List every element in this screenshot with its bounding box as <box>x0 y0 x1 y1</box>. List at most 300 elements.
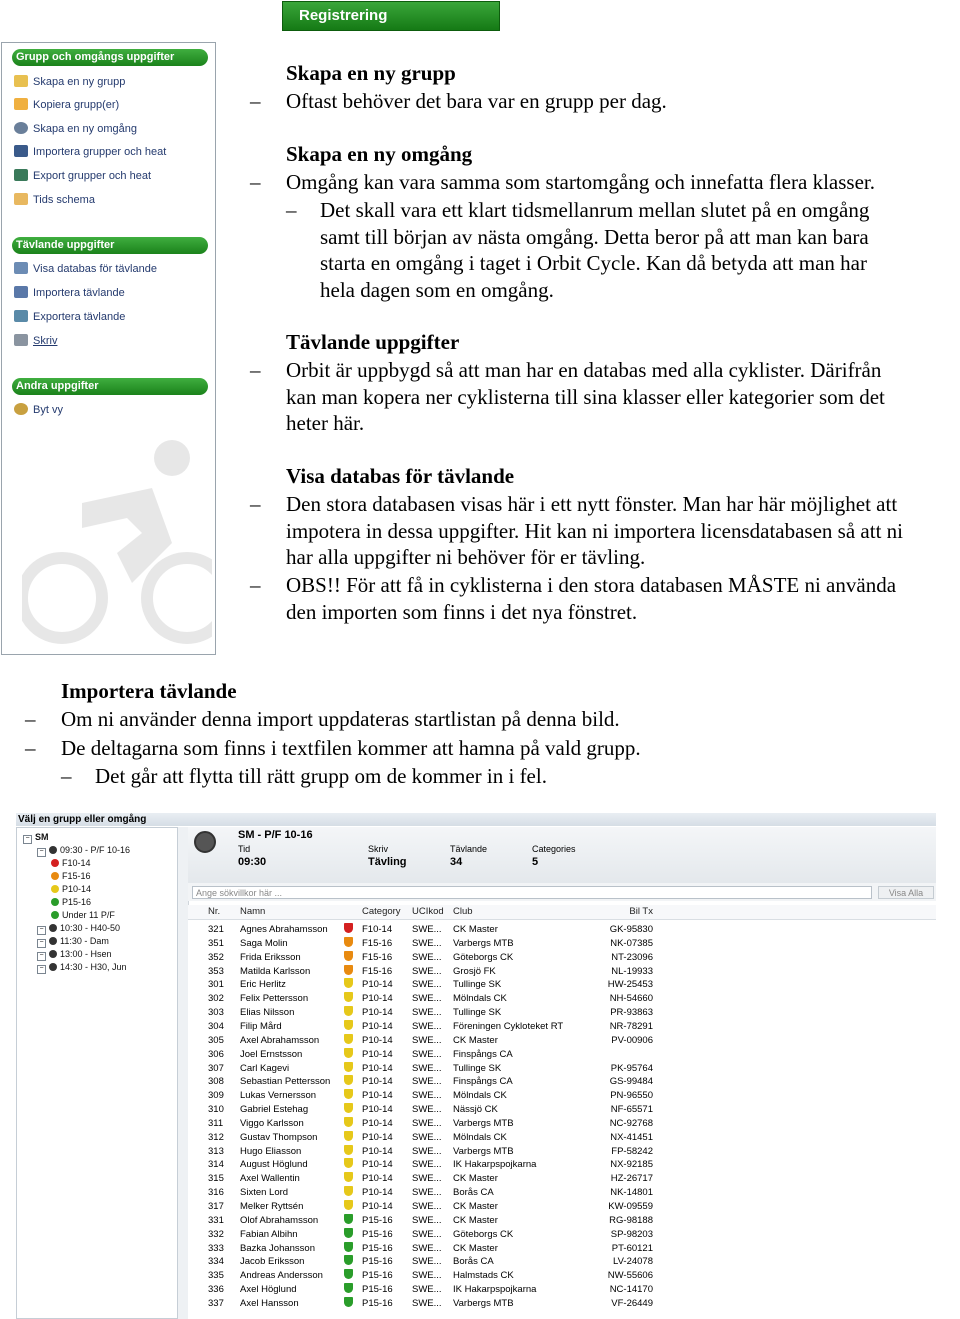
cell-uci: SWE... <box>412 1297 442 1309</box>
cell-cat: F15-16 <box>362 965 393 977</box>
cell-bil: NX-41451 <box>610 1131 653 1143</box>
tree-node[interactable] <box>37 844 130 857</box>
tree-node[interactable] <box>51 870 91 883</box>
category-shield-icon <box>344 937 356 951</box>
cell-cat: P10-14 <box>362 1159 393 1171</box>
app-screenshot <box>16 813 936 1319</box>
text-line: impotera in dessa uppgifter. Hit kan ni importera licensdatabasen så att ni <box>286 519 903 543</box>
cell-bil: NX-92185 <box>610 1159 653 1171</box>
table-row[interactable] <box>188 1131 936 1145</box>
task-skriv[interactable]: Skriv <box>14 333 57 349</box>
table-row[interactable] <box>188 1020 936 1034</box>
cell-nr: 351 <box>208 937 224 949</box>
category-shield-icon <box>344 1020 356 1034</box>
cell-name: Agnes Abrahamsson <box>240 924 328 935</box>
cell-nr: 309 <box>208 1090 224 1102</box>
cell-uci: SWE... <box>412 1076 442 1088</box>
heading-skapa-omgang: Skapa en ny omgång <box>286 142 473 166</box>
text-line: heter här. <box>286 411 365 435</box>
collapse-toggle-icon[interactable]: − <box>37 965 46 974</box>
cell-cat: P15-16 <box>362 1256 393 1268</box>
table-row[interactable] <box>188 1075 936 1089</box>
tree-node[interactable] <box>37 922 120 935</box>
category-shield-icon <box>344 965 356 979</box>
cell-club: Göteborgs CK <box>453 1228 514 1240</box>
group-icon <box>14 75 28 87</box>
shield-shape <box>344 1186 353 1196</box>
collapse-toggle-icon[interactable]: − <box>23 835 32 844</box>
skriv-value[interactable]: Tävling <box>368 856 407 868</box>
cell-bil: SP-98203 <box>610 1228 653 1240</box>
bullet-dash: – <box>61 764 72 788</box>
collapse-toggle-icon[interactable]: − <box>37 939 46 948</box>
cell-name: Gustav Thompson <box>240 1131 318 1143</box>
tree-node[interactable] <box>23 831 49 844</box>
tree-node[interactable] <box>51 883 91 896</box>
cell-club: CK Master <box>453 1242 498 1254</box>
col-ucikod[interactable]: UCIkod <box>412 906 444 917</box>
import-icon <box>14 286 28 298</box>
cell-club: Nässjö CK <box>453 1104 498 1116</box>
cell-cat: P10-14 <box>362 1201 393 1212</box>
cell-cat: P10-14 <box>362 1062 393 1074</box>
cell-club: Halmstads CK <box>453 1270 514 1282</box>
schedule-icon <box>14 193 28 205</box>
table-row[interactable] <box>188 923 936 937</box>
table-row[interactable] <box>188 1172 936 1186</box>
categories-value: 5 <box>532 856 539 868</box>
clock-icon <box>49 950 57 958</box>
cell-club: CK Master <box>453 1201 498 1212</box>
shield-shape <box>344 923 353 933</box>
category-shield-icon <box>344 1145 356 1159</box>
cell-uci: SWE... <box>412 1034 442 1046</box>
cell-nr: 313 <box>208 1145 224 1157</box>
categories-label: Categories <box>532 844 576 854</box>
database-icon <box>14 262 28 274</box>
task-kopiera-grupp[interactable]: Kopiera grupp(er) <box>14 97 119 113</box>
col-category[interactable]: Category <box>362 906 401 917</box>
shield-shape <box>344 1048 353 1058</box>
text-line: den importen som finns i det nya fönstret. <box>286 600 638 624</box>
cell-uci: SWE... <box>412 1145 442 1157</box>
cell-nr: 303 <box>208 1007 224 1019</box>
cell-club: Mölndals CK <box>453 1131 507 1143</box>
table-row[interactable] <box>188 937 936 951</box>
shield-shape <box>344 1006 353 1016</box>
tree-node-label: 11:30 - Dam <box>60 936 109 946</box>
cell-club: Varbergs MTB <box>453 937 514 949</box>
text-line: samt till början av nästa omgång. Detta beror på att man kan bara <box>320 225 869 249</box>
bullet-dash: – <box>25 707 36 731</box>
cell-nr: 336 <box>208 1284 224 1296</box>
table-row[interactable] <box>188 1048 936 1062</box>
cell-uci: SWE... <box>412 965 442 977</box>
cell-cat: P10-14 <box>362 1145 393 1157</box>
shield-shape <box>344 1158 353 1168</box>
cell-uci: SWE... <box>412 1256 442 1268</box>
table-row[interactable] <box>188 1269 936 1283</box>
cell-club: CK Master <box>453 1214 498 1226</box>
cell-name: Saga Molin <box>240 937 288 949</box>
shield-shape <box>344 1020 353 1030</box>
shield-shape <box>344 1242 353 1252</box>
cell-uci: SWE... <box>412 1214 442 1226</box>
text-line: Det går att flytta till rätt grupp om de kommer in i fel. <box>95 764 547 788</box>
category-shield-icon <box>344 1034 356 1048</box>
task-export-grupper[interactable]: Export grupper och heat <box>14 168 151 184</box>
cell-cat: P15-16 <box>362 1242 393 1254</box>
table-row[interactable] <box>188 1186 936 1200</box>
category-shield-icon <box>344 1200 356 1214</box>
category-shield-icon <box>344 1103 356 1117</box>
table-row[interactable] <box>188 1158 936 1172</box>
cell-nr: 308 <box>208 1076 224 1088</box>
cell-bil: NC-92768 <box>609 1117 653 1129</box>
table-row[interactable] <box>188 951 936 965</box>
text-line: Om ni använder denna import uppdateras startlistan på denna bild. <box>61 707 620 731</box>
table-row[interactable] <box>188 1242 936 1256</box>
cell-club: Finspångs CA <box>453 1076 513 1088</box>
col-name[interactable]: Namn <box>240 906 266 917</box>
task-skapa-grupp[interactable]: Skapa en ny grupp <box>14 74 125 90</box>
cell-uci: SWE... <box>412 1270 442 1282</box>
cell-club: Borås CA <box>453 1256 494 1268</box>
cell-club: Föreningen Cykloteket RT <box>453 1020 564 1032</box>
category-shield-icon <box>344 1172 356 1186</box>
tree-node-label: P15-16 <box>62 897 92 907</box>
task-skapa-omgang[interactable]: Skapa en ny omgång <box>14 121 137 137</box>
cell-bil: NH-54660 <box>609 993 653 1005</box>
search-input[interactable]: Ange sökvillkor här ... <box>192 886 872 899</box>
shield-shape <box>344 1172 353 1182</box>
cell-cat: P10-14 <box>362 1076 393 1088</box>
cell-nr: 321 <box>208 924 224 935</box>
table-row[interactable] <box>188 1200 936 1214</box>
cell-bil: FP-58242 <box>611 1145 653 1157</box>
text-line: har alla uppgifter ni behöver för er tävling. <box>286 545 646 569</box>
category-shield-icon <box>344 992 356 1006</box>
category-shield-icon <box>51 898 59 906</box>
cell-bil: HZ-26717 <box>610 1173 653 1185</box>
cell-club: Grosjö FK <box>453 965 496 977</box>
tree-node-label: F15-16 <box>62 871 91 881</box>
cell-uci: SWE... <box>412 937 442 949</box>
bullet-dash: – <box>250 89 261 113</box>
shield-shape <box>344 1062 353 1072</box>
tree-node-label: 14:30 - H30, Jun <box>60 962 127 972</box>
cell-name: Jacob Eriksson <box>240 1256 305 1268</box>
table-row[interactable] <box>188 978 936 992</box>
cell-uci: SWE... <box>412 1187 442 1199</box>
grid-header <box>188 905 936 920</box>
shield-shape <box>344 1255 353 1265</box>
cell-uci: SWE... <box>412 1020 442 1032</box>
category-shield-icon <box>344 1242 356 1256</box>
table-row[interactable] <box>188 1117 936 1131</box>
shield-shape <box>344 1283 353 1293</box>
cell-nr: 353 <box>208 965 224 977</box>
task-importera-tavlande[interactable]: Importera tävlande <box>14 285 125 301</box>
cell-club: CK Master <box>453 1173 498 1185</box>
task-byt-vy[interactable]: Byt vy <box>14 402 63 418</box>
cell-uci: SWE... <box>412 993 442 1005</box>
cell-cat: P10-14 <box>362 1007 393 1019</box>
category-shield-icon <box>344 1214 356 1228</box>
cell-nr: 333 <box>208 1242 224 1254</box>
tid-label: Tid <box>238 844 251 854</box>
shield-shape <box>344 1214 353 1224</box>
col-nr[interactable]: Nr. <box>208 906 221 917</box>
cell-cat: P10-14 <box>362 1034 393 1046</box>
col-club[interactable]: Club <box>453 906 473 917</box>
tree-node-label: Under 11 P/F <box>62 910 115 920</box>
cell-name: Joel Ernstsson <box>240 1048 303 1060</box>
text-line: Den stora databasen visas här i ett nytt fönster. Man har här möjlighet att <box>286 492 898 516</box>
cell-cat: F15-16 <box>362 951 393 963</box>
tree-node[interactable] <box>37 948 112 961</box>
category-shield-icon <box>344 1228 356 1242</box>
table-row[interactable] <box>188 1228 936 1242</box>
cell-nr: 312 <box>208 1131 224 1143</box>
cell-bil: GS-99484 <box>609 1076 653 1088</box>
cell-name: Axel Abrahamsson <box>240 1034 320 1046</box>
heading-visa-databas: Visa databas för tävlande <box>286 464 515 488</box>
competitor-grid[interactable] <box>188 905 936 1319</box>
collapse-toggle-icon[interactable]: − <box>37 848 46 857</box>
group-tree[interactable] <box>16 827 178 1319</box>
cell-nr: 352 <box>208 951 224 963</box>
shield-shape <box>344 937 353 947</box>
shield-shape <box>344 1034 353 1044</box>
tavlande-value: 34 <box>450 856 463 868</box>
tree-node[interactable] <box>51 909 115 922</box>
switch-view-icon <box>14 403 28 415</box>
table-row[interactable] <box>188 1103 936 1117</box>
shield-shape <box>344 1200 353 1210</box>
table-row[interactable] <box>188 1062 936 1076</box>
skriv-label: Skriv <box>368 844 388 854</box>
category-shield-icon <box>344 1297 356 1311</box>
cell-cat: F15-16 <box>362 937 393 949</box>
cell-club: Varbergs MTB <box>453 1117 514 1129</box>
tree-node[interactable] <box>37 935 109 948</box>
cell-nr: 314 <box>208 1159 224 1171</box>
task-visa-databas[interactable]: Visa databas för tävlande <box>14 261 157 277</box>
stopwatch-icon <box>194 831 216 853</box>
tree-node[interactable] <box>37 961 127 974</box>
category-shield-icon <box>344 923 356 937</box>
collapse-toggle-icon[interactable]: − <box>37 952 46 961</box>
cell-name: Andreas Andersson <box>240 1270 323 1282</box>
category-shield-icon <box>344 1283 356 1297</box>
cell-bil: VF-26449 <box>611 1297 653 1309</box>
group-header-grupp[interactable]: Grupp och omgångs uppgifter <box>12 49 208 66</box>
cell-club: IK Hakarpspojkarna <box>453 1284 537 1296</box>
tree-node-label: 10:30 - H40-50 <box>60 923 121 933</box>
cell-name: Filip Mård <box>240 1020 282 1032</box>
cell-uci: SWE... <box>412 924 442 935</box>
cell-nr: 302 <box>208 993 224 1005</box>
export-icon <box>14 169 28 181</box>
category-shield-icon <box>344 1006 356 1020</box>
cell-uci: SWE... <box>412 1173 442 1185</box>
cell-club: Mölndals CK <box>453 1090 507 1102</box>
cell-bil: NL-19933 <box>611 965 653 977</box>
clock-icon <box>49 846 57 854</box>
import-icon <box>14 145 28 157</box>
cell-bil: PR-93863 <box>610 1007 653 1019</box>
table-row[interactable] <box>188 1145 936 1159</box>
table-row[interactable] <box>188 965 936 979</box>
cell-nr: 311 <box>208 1117 224 1129</box>
category-shield-icon <box>344 1131 356 1145</box>
cell-club: CK Master <box>453 1034 498 1046</box>
cell-bil: LV-24078 <box>613 1256 653 1268</box>
cell-bil: GK-95830 <box>609 924 653 935</box>
cell-club: Varbergs MTB <box>453 1145 514 1157</box>
cell-name: Axel Wallentin <box>240 1173 300 1185</box>
cell-club: IK Hakarpspojkarna <box>453 1159 537 1171</box>
shield-shape <box>344 1297 353 1307</box>
cell-uci: SWE... <box>412 1201 442 1212</box>
bullet-dash: – <box>250 358 261 382</box>
cell-nr: 301 <box>208 979 224 991</box>
task-tids-schema[interactable]: Tids schema <box>14 192 95 208</box>
category-shield-icon <box>51 911 59 919</box>
group-info-header <box>188 827 936 884</box>
text-line: De deltagarna som finns i textfilen kommer att hamna på vald grupp. <box>61 736 641 760</box>
cell-bil: PV-00906 <box>611 1034 653 1046</box>
cell-cat: P10-14 <box>362 1173 393 1185</box>
cell-bil: NC-14170 <box>609 1284 653 1296</box>
category-shield-icon <box>344 1089 356 1103</box>
bullet-dash: – <box>286 198 297 222</box>
category-shield-icon <box>344 1062 356 1076</box>
tree-node-label: 13:00 - Hsen <box>60 949 112 959</box>
table-row[interactable] <box>188 1214 936 1228</box>
text-line: OBS!! För att få in cyklisterna i den stora databasen MÅSTE ni använda <box>286 573 897 597</box>
cell-cat: P15-16 <box>362 1284 393 1296</box>
task-exportera-tavlande[interactable]: Exportera tävlande <box>14 309 125 325</box>
cell-name: Elias Nilsson <box>240 1007 295 1019</box>
table-row[interactable] <box>188 1089 936 1103</box>
cell-bil: PT-60121 <box>611 1242 653 1254</box>
cell-cat: P10-14 <box>362 1048 393 1060</box>
cell-name: Bazka Johansson <box>240 1242 315 1254</box>
cell-name: Axel Höglund <box>240 1284 297 1296</box>
text-line: Det skall vara ett klart tidsmellanrum mellan slutet på en omgång <box>320 198 870 222</box>
table-row[interactable] <box>188 1006 936 1020</box>
tid-value: 09:30 <box>238 856 267 868</box>
shield-shape <box>344 1228 353 1238</box>
category-shield-icon <box>51 872 59 880</box>
cell-nr: 307 <box>208 1062 224 1074</box>
cell-nr: 335 <box>208 1270 224 1282</box>
category-shield-icon <box>344 1075 356 1089</box>
cell-nr: 331 <box>208 1214 224 1226</box>
clock-icon <box>14 122 28 134</box>
heading-skapa-grupp: Skapa en ny grupp <box>286 61 456 85</box>
cell-nr: 304 <box>208 1020 224 1032</box>
table-row[interactable] <box>188 1255 936 1269</box>
cell-club: Tullinge SK <box>453 979 502 991</box>
group-name: SM - P/F 10-16 <box>238 829 313 841</box>
cell-name: August Höglund <box>240 1159 308 1171</box>
tree-node-label: 09:30 - P/F 10-16 <box>60 845 131 855</box>
cell-name: Viggo Karlsson <box>240 1117 304 1129</box>
clock-icon <box>49 963 57 971</box>
cell-name: Frida Eriksson <box>240 951 301 963</box>
group-header-tavlande[interactable]: Tävlande uppgifter <box>12 237 208 254</box>
table-row[interactable] <box>188 992 936 1006</box>
cell-uci: SWE... <box>412 979 442 991</box>
cell-cat: P10-14 <box>362 993 393 1005</box>
cell-cat: P10-14 <box>362 1020 393 1032</box>
category-shield-icon <box>344 1048 356 1062</box>
collapse-toggle-icon[interactable]: − <box>37 926 46 935</box>
shield-shape <box>344 1269 353 1279</box>
copy-group-icon <box>14 98 28 110</box>
show-all-button[interactable]: Visa Alla <box>878 886 934 899</box>
cell-nr: 305 <box>208 1034 224 1046</box>
shield-shape <box>344 1145 353 1155</box>
export-icon <box>14 310 28 322</box>
tree-node-label: F10-14 <box>62 858 91 868</box>
category-shield-icon <box>344 951 356 965</box>
cell-uci: SWE... <box>412 1159 442 1171</box>
cell-bil: NT-23096 <box>611 951 653 963</box>
cell-cat: P15-16 <box>362 1228 393 1240</box>
table-row[interactable] <box>188 1034 936 1048</box>
category-shield-icon <box>51 885 59 893</box>
tree-node[interactable] <box>51 857 91 870</box>
cell-name: Eric Herlitz <box>240 979 286 991</box>
cell-uci: SWE... <box>412 1090 442 1102</box>
cell-uci: SWE... <box>412 1131 442 1143</box>
cell-nr: 337 <box>208 1297 224 1309</box>
text-line: kan man kopera ner cyklisterna till sina klasser eller kategorier som det <box>286 385 885 409</box>
text-line: starta en omgång i taget i Orbit Cycle. Kan då betyda att man har <box>320 251 867 275</box>
cell-club: CK Master <box>453 924 498 935</box>
cell-club: Varbergs MTB <box>453 1297 514 1309</box>
table-row[interactable] <box>188 1283 936 1297</box>
cell-cat: P15-16 <box>362 1270 393 1282</box>
cell-club: Finspångs CA <box>453 1048 513 1060</box>
bullet-dash: – <box>250 573 261 597</box>
group-header-andra[interactable]: Andra uppgifter <box>12 378 208 395</box>
cell-nr: 334 <box>208 1256 224 1268</box>
cell-uci: SWE... <box>412 951 442 963</box>
cell-name: Sebastian Pettersson <box>240 1076 331 1088</box>
cell-nr: 315 <box>208 1173 224 1185</box>
shield-shape <box>344 1117 353 1127</box>
cell-uci: SWE... <box>412 1284 442 1296</box>
clock-icon <box>49 937 57 945</box>
registrering-tab[interactable]: Registrering <box>282 1 500 31</box>
cell-name: Axel Hansson <box>240 1297 299 1309</box>
table-row[interactable] <box>188 1297 936 1311</box>
cell-bil: NK-07385 <box>610 937 653 949</box>
cell-name: Melker Ryttsén <box>240 1201 304 1212</box>
task-importera-grupper[interactable]: Importera grupper och heat <box>14 144 166 160</box>
tree-node[interactable] <box>51 896 91 909</box>
tree-node-label: P10-14 <box>62 884 92 894</box>
shield-shape <box>344 965 353 975</box>
col-bil[interactable]: Bil Tx <box>629 906 653 917</box>
cell-cat: F10-14 <box>362 924 393 935</box>
cell-name: Olof Abrahamsson <box>240 1214 319 1226</box>
